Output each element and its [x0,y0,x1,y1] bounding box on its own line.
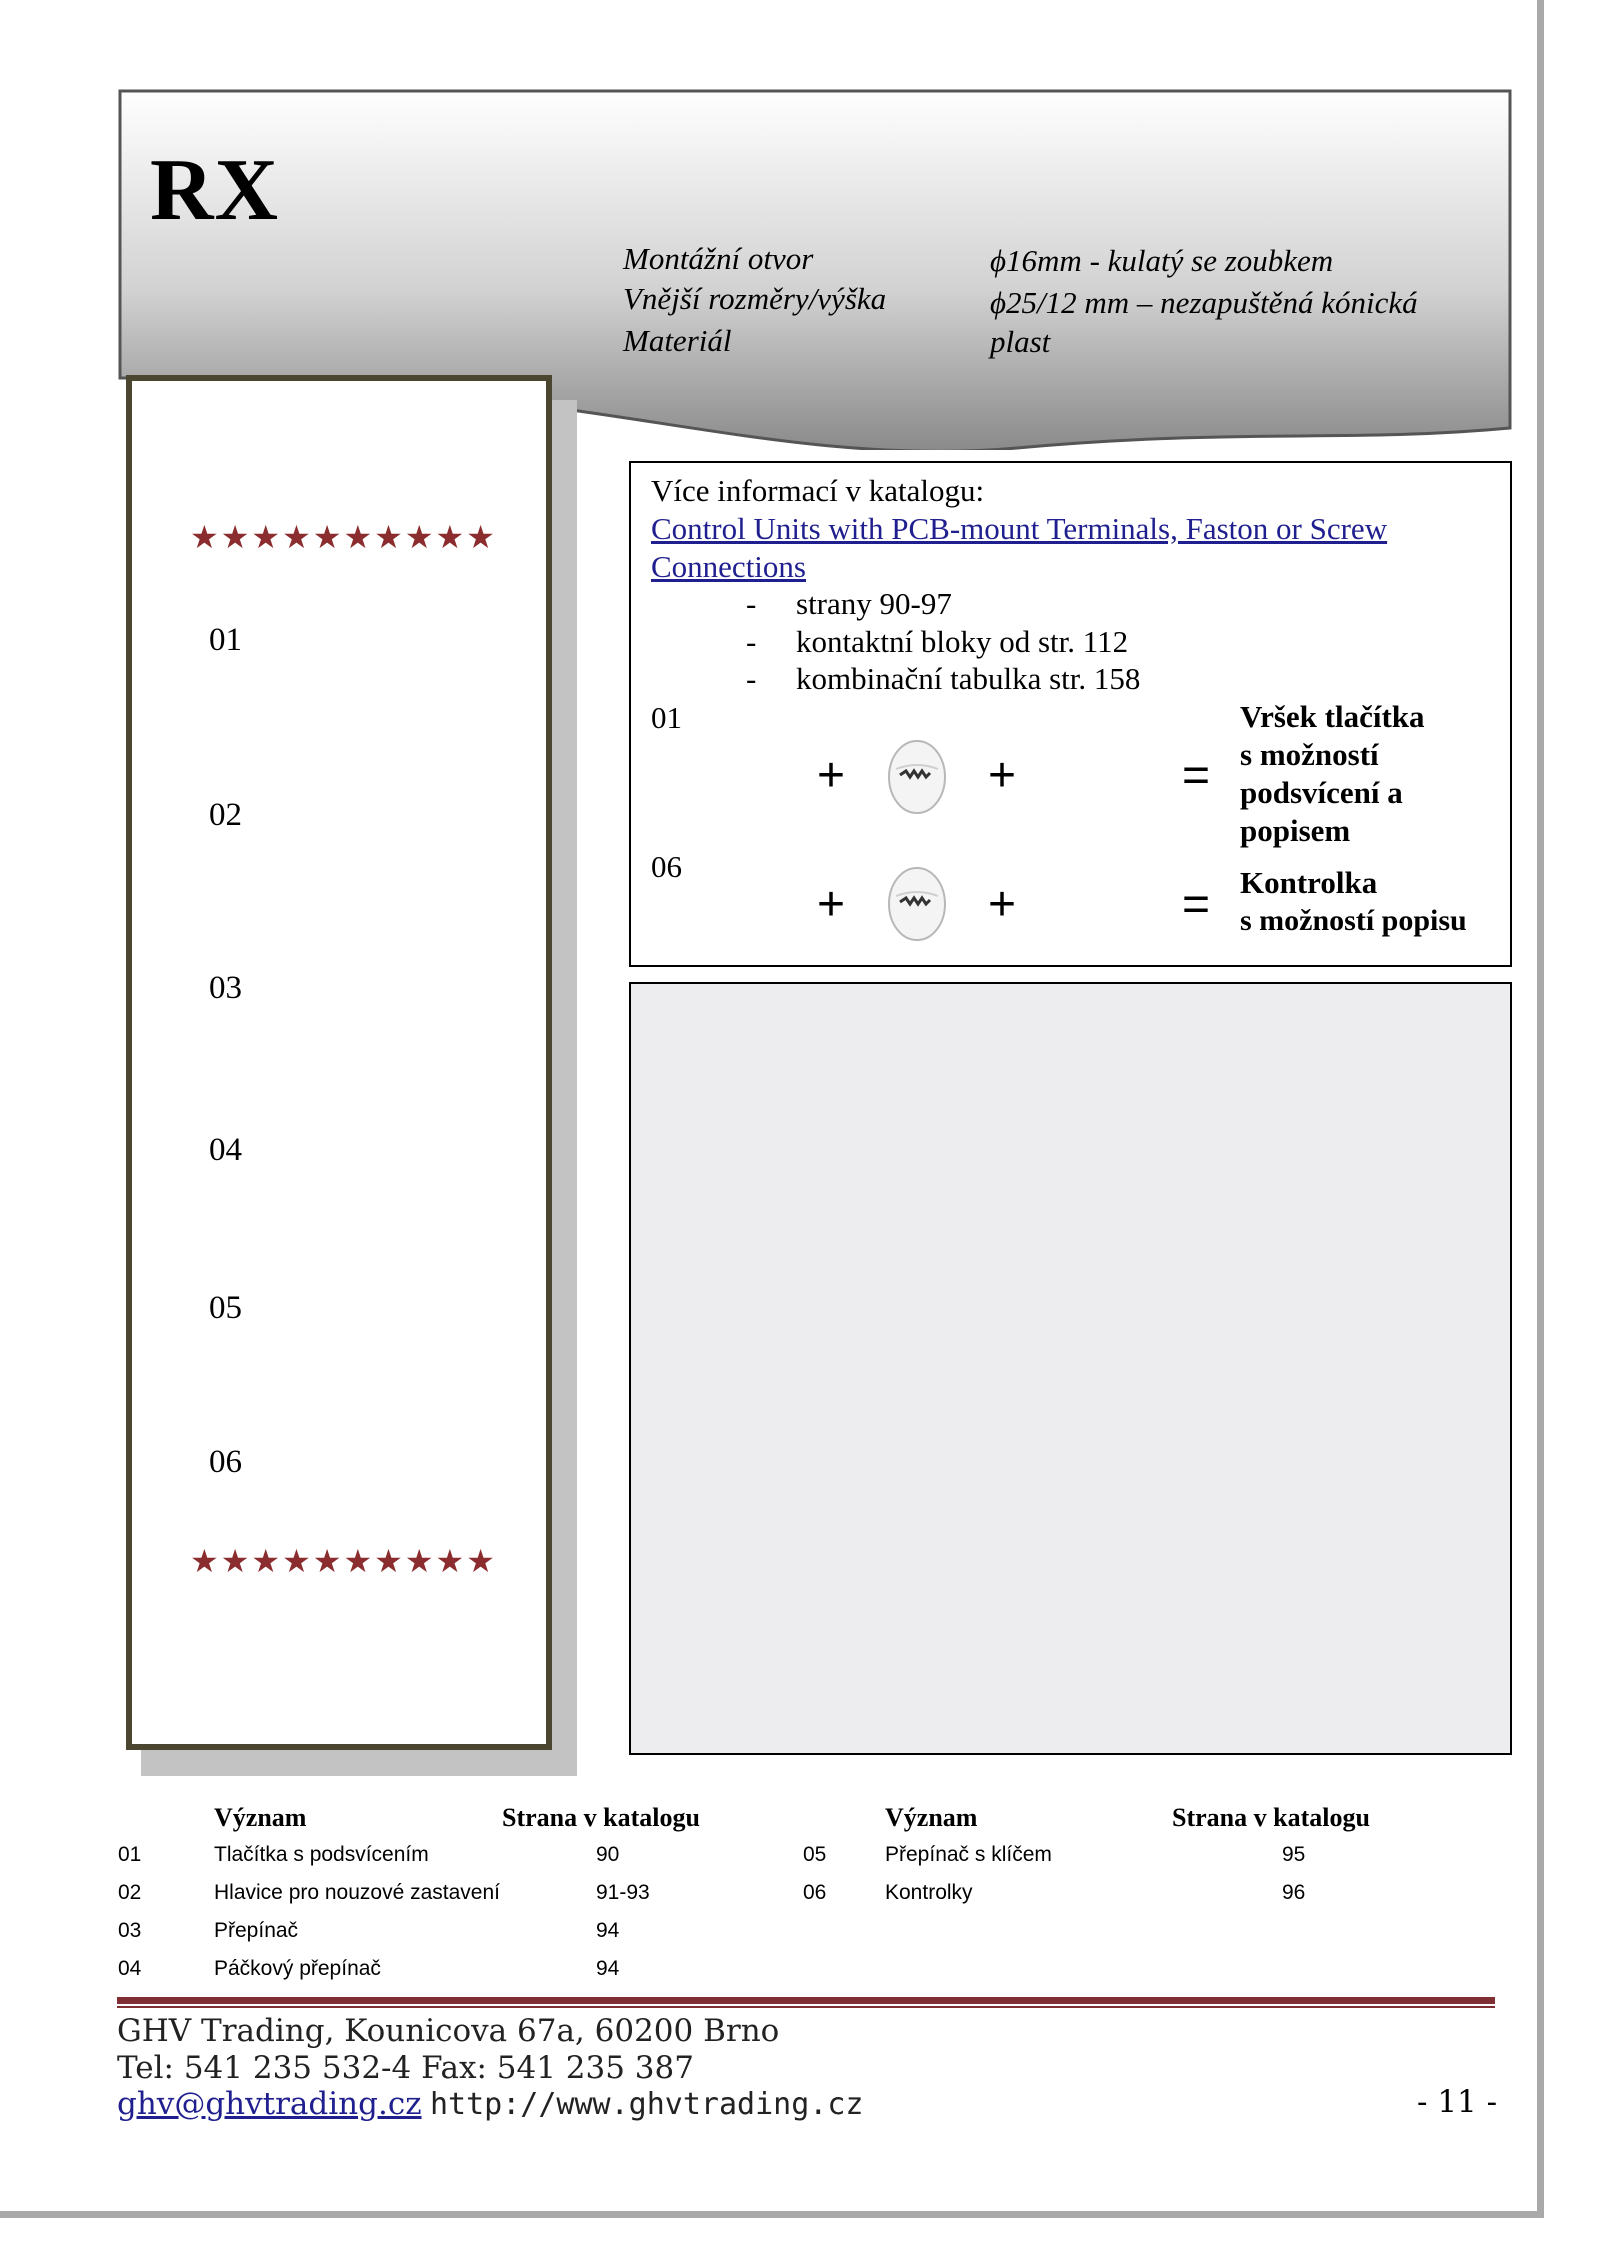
result-line: popisem [1240,813,1351,848]
table-cell-meaning: Tlačítka s podsvícením [214,1843,429,1866]
footer-divider-thin [117,2006,1495,2008]
stars-bottom: ★★★★★★★★★★ [190,1543,497,1579]
plus-sign: + [988,878,1017,931]
page-title: RX [150,142,280,239]
equals-sign: = [1182,749,1211,802]
combo-code-06: 06 [651,849,682,884]
left-code-02: 02 [209,797,242,833]
catalog-link-line2[interactable]: Connections [651,549,806,584]
combo-result-06 [1240,864,1467,940]
table-header-meaning-right: Význam [885,1803,978,1832]
footer-web-link[interactable]: http://www.ghvtrading.cz [430,2087,864,2122]
spec-label-material: Materiál [623,323,732,358]
bullet-dash-1: - [746,586,757,621]
table-header-meaning-left: Význam [214,1803,307,1832]
page-shadow-right [1537,0,1544,2218]
table-cell-meaning: Přepínač s klíčem [885,1843,1052,1866]
table-cell-code: 01 [118,1843,142,1866]
table-cell-page: 90 [596,1843,620,1866]
combo-result-01 [1240,698,1425,850]
table-cell-meaning: Páčkový přepínač [214,1957,381,1980]
table-cell-code: 03 [118,1919,142,1942]
combo-code-01: 01 [651,700,682,735]
footer-email-link[interactable]: ghv@ghvtrading.cz [117,2086,422,2122]
result-line: s možností [1240,737,1379,772]
spec-label-mounting: Montážní otvor [623,241,814,276]
result-line: s možností popisu [1240,904,1467,937]
footer-phone: Tel: 541 235 532-4 Fax: 541 235 387 [117,2050,694,2086]
spec-value-mounting: ϕ16mm - kulatý se zoubkem [990,243,1334,278]
bullet-pages: strany 90-97 [796,586,952,621]
table-cell-code: 05 [803,1843,827,1866]
bullet-combination-table: kombinační tabulka str. 158 [796,661,1141,696]
left-code-04: 04 [209,1132,242,1168]
table-header-page-right: Strana v katalogu [1172,1803,1370,1832]
left-code-05: 05 [209,1290,242,1326]
table-cell-page: 94 [596,1919,620,1942]
footer-divider-thick [117,1997,1495,2004]
footer-address: GHV Trading, Kounicova 67a, 60200 Brno [117,2013,780,2049]
table-header-page-left: Strana v katalogu [502,1803,700,1832]
product-image-placeholder [629,982,1512,1755]
table-cell-code: 06 [803,1881,827,1904]
spec-label-dimensions: Vnější rozměry/výška [623,281,887,316]
table-cell-meaning: Kontrolky [885,1881,973,1904]
spec-value-dimensions: ϕ25/12 mm – nezapuštěná kónická [990,285,1418,320]
left-code-01: 01 [209,622,242,658]
bullet-dash-2: - [746,624,757,659]
equals-sign: = [1182,878,1211,931]
table-cell-page: 96 [1282,1881,1306,1904]
bullet-contact-blocks: kontaktní bloky od str. 112 [796,624,1129,659]
plus-sign: + [988,749,1017,802]
table-cell-code: 04 [118,1957,142,1980]
table-cell-page: 95 [1282,1843,1306,1866]
table-cell-code: 02 [118,1881,142,1904]
left-code-06: 06 [209,1444,242,1480]
result-line: Vršek tlačítka [1240,699,1425,734]
left-code-03: 03 [209,970,242,1006]
catalog-link-line1[interactable]: Control Units with PCB-mount Terminals, Faston or Screw [651,511,1388,546]
spec-value-material: plast [990,324,1051,359]
result-line: Kontrolka [1240,865,1378,900]
table-cell-page: 94 [596,1957,620,1980]
table-cell-meaning: Přepínač [214,1919,299,1942]
table-cell-meaning: Hlavice pro nouzové zastavení [214,1881,500,1904]
flat-round-button-cap-icon [884,864,950,944]
plus-sign: + [817,749,846,802]
page-shadow-bottom [0,2211,1544,2218]
flat-round-button-cap-icon [884,737,950,817]
table-cell-page: 91-93 [596,1881,650,1904]
bullet-dash-3: - [746,661,757,696]
plus-sign: + [817,878,846,931]
stars-top: ★★★★★★★★★★ [190,519,497,555]
result-line: podsvícení a [1240,775,1403,810]
page-number: - 11 - [1417,2084,1498,2120]
info-intro: Více informací v katalogu: [651,473,985,508]
